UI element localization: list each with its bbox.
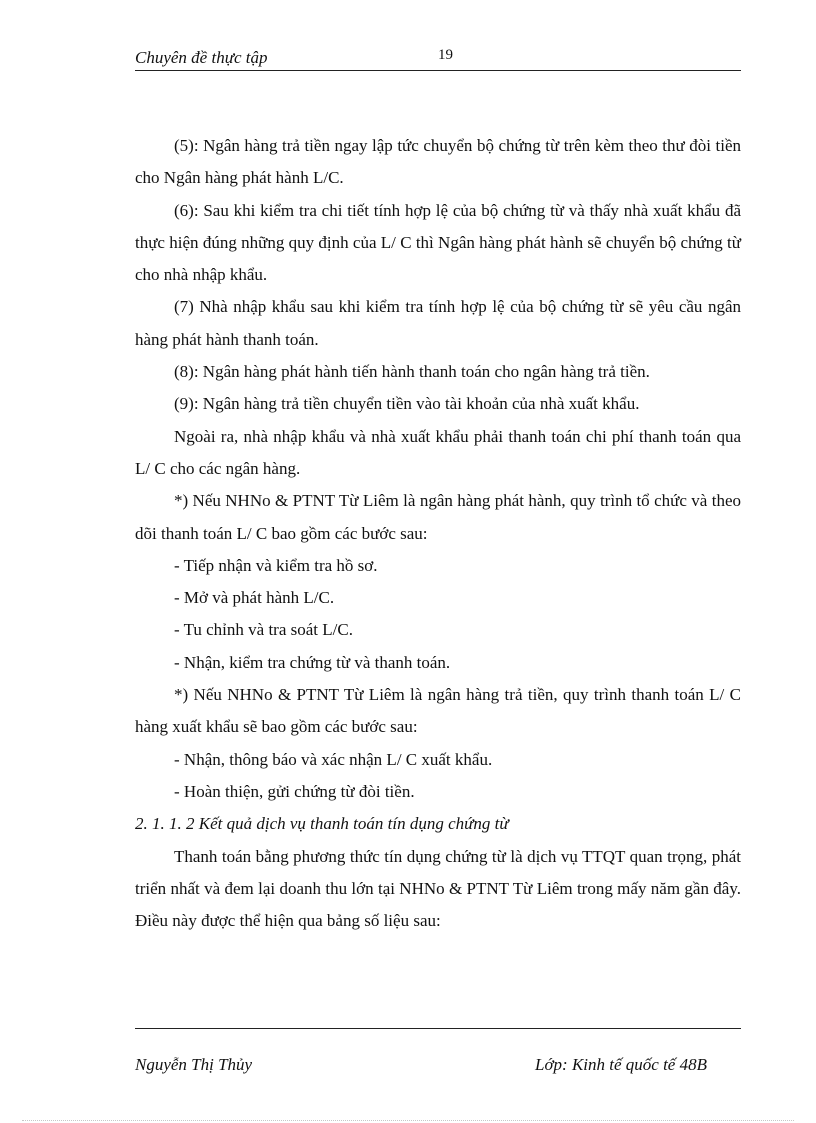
list-item: - Tiếp nhận và kiểm tra hồ sơ.	[174, 555, 378, 575]
page-number: 19	[438, 47, 453, 63]
footer-class: Lớp: Kinh tế quốc tế 48B	[535, 1055, 707, 1074]
list-item: - Mở và phát hành L/C.	[174, 588, 335, 608]
footer-divider	[135, 1028, 741, 1029]
paragraph: (7) Nhà nhập khẩu sau khi kiểm tra tính hợp lệ của bộ chứng từ sẽ yêu cầu ngân hàng phát hành thanh toán.	[135, 297, 741, 349]
header-title: Chuyên đề thực tập	[135, 48, 268, 67]
paragraph: (8): Ngân hàng phát hành tiến hành thanh toán cho ngân hàng trả tiền.	[174, 362, 650, 382]
page-bottom-border	[22, 1120, 794, 1121]
footer-author: Nguyễn Thị Thủy	[135, 1055, 253, 1074]
list-item: - Nhận, kiểm tra chứng từ và thanh toán.	[174, 652, 451, 672]
page-header	[135, 48, 741, 71]
section-heading: 2. 1. 1. 2 Kết quả dịch vụ thanh toán tín dụng chứng từ	[135, 814, 509, 834]
paragraph: *) Nếu NHNo & PTNT Từ Liêm là ngân hàng phát hành, quy trình tổ chức và theo dõi thanh toán L/ C bao gồm các bước sau:	[135, 491, 741, 543]
paragraph: Ngoài ra, nhà nhập khẩu và nhà xuất khẩu phải thanh toán chi phí thanh toán qua L/ C cho các ngân hàng.	[135, 426, 741, 478]
paragraph: (5): Ngân hàng trả tiền ngay lập tức chuyển bộ chứng từ trên kèm theo thư đòi tiền cho Ngân hàng phát hành L/C.	[135, 136, 741, 188]
paragraph: (6): Sau khi kiểm tra chi tiết tính hợp lệ của bộ chứng từ và thấy nhà xuất khẩu đã thực hiện đúng những quy định của L/ C thì Ngân hàng phát hành sẽ chuyển bộ chứng từ cho nhà nhập khẩu.	[135, 200, 741, 285]
document-body	[135, 130, 741, 937]
list-item: - Hoàn thiện, gửi chứng từ đòi tiền.	[174, 781, 415, 801]
paragraph: *) Nếu NHNo & PTNT Từ Liêm là ngân hàng trả tiền, quy trình thanh toán L/ C hàng xuất khẩu sẽ bao gồm các bước sau:	[135, 685, 741, 737]
list-item: - Tu chỉnh và tra soát L/C.	[174, 620, 353, 640]
paragraph: Thanh toán bằng phương thức tín dụng chứng từ là dịch vụ TTQT quan trọng, phát triển nhất và đem lại doanh thu lớn tại NHNo & PTNT Từ Liêm trong mấy năm gần đây. Điều này được thể hiện qua bảng số liệu sau:	[135, 846, 741, 931]
paragraph: (9): Ngân hàng trả tiền chuyển tiền vào tài khoản của nhà xuất khẩu.	[174, 394, 640, 414]
list-item: - Nhận, thông báo và xác nhận L/ C xuất khẩu.	[174, 749, 493, 769]
